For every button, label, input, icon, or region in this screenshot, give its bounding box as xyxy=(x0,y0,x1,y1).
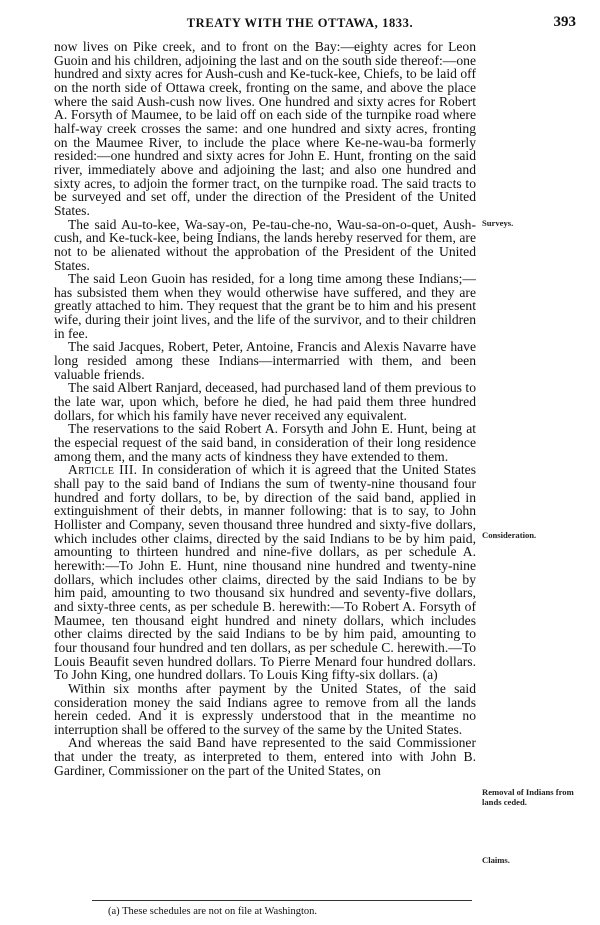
paragraph: The said Jacques, Robert, Peter, Antoine, Francis and Alexis Navarre have long resided among these Indians—intermarried with them, and been valuable friends. xyxy=(54,339,476,382)
paragraph: now lives on Pike creek, and to front on the Bay:—eighty acres for Leon Guoin and his children, adjoining the last and on the south side thereof:—one hundred and sixty acres for Aush-cush and Ke-tuck-kee, Chiefs, to be laid off on the north side of Ottawa creek, fronting on the same, and above the place where the said Aush-cush now lives. One hundred and sixty acres for Robert A. Forsyth of Maumee, to be laid off on each side of the turnpike road where half-way creek crosses the same: and one hundred and sixty acres, fronting on the Maumee River, to include the place where Ke-ne-wau-ba formerly resided:—one hundred and sixty acres for John E. Hunt, fronting on the said river, immediately above and adjoining the last; and also one hundred and sixty acres, to adjoin the former tract, on the turnpike road. The said tracts to be surveyed and set off, under the direction of the President of the United States. xyxy=(54,39,476,218)
page-header xyxy=(24,14,576,34)
footnote: (a) These schedules are not on file at Washington. xyxy=(108,906,317,917)
running-title: TREATY WITH THE OTTAWA, 1833. xyxy=(186,16,414,30)
paragraph: The said Au-to-kee, Wa-say-on, Pe-tau-che-no, Wau-sa-on-o-quet, Aush-cush, and Ke-tuck-kee, being Indians, the lands hereby reserved for them, are not to be alienated without the approbation of the President of the United States. xyxy=(54,216,476,273)
article-heading: Article III. xyxy=(68,462,138,478)
footnote-rule xyxy=(92,900,472,901)
page-number: 393 xyxy=(553,14,576,30)
paragraph: The reservations to the said Robert A. Forsyth and John E. Hunt, being at the especial request of the said band, in consideration of their long residence among them, and the many acts of kindness they have extended to them. xyxy=(54,421,476,464)
treaty-text-body xyxy=(54,40,476,777)
margin-note-surveys: Surveys. xyxy=(482,218,514,228)
margin-note-claims: Claims. xyxy=(482,855,510,865)
article-text: In consideration of which it is agreed that the United States shall pay to the said band of Indians the sum of twenty-nine thousand four hundred and forty dollars, to be, by direction of the said band, applied in extinguishment of their debts, in manner following: that is to say, to John Hollister and Company, seven thousand three hundred and sixty-five dollars, which includes other claims, directed by the said Indians to be by him paid, amounting to thirteen hundred and nine-five dollars, as per schedule A. herewith:—To John E. Hunt, nine thousand nine hundred and twenty-nine dollars, which includes other claims, directed by the said Indians to be by him paid, amounting to two thousand six hundred and seventy-five dollars, and sixty-three cents, as per schedule B. herewith:—To Robert A. Forsyth of Maumee, ten thousand eight hundred and ninety dollars, which includes other claims directed by the said Indians to be by him paid, amounting to four thousand four hundred and ten dollars, as per schedule C. herewith.—To Louis Beaufit seven hundred dollars. To Pierre Menard four hundred dollars. To John King, one hundred dollars. To Louis King fifty-six dollars. (a) xyxy=(54,462,476,683)
margin-note-removal: Removal of Indians from lands ceded. xyxy=(482,787,574,807)
paragraph: And whereas the said Band have represented to the said Commissioner that under the treaty, as interpreted to them, entered into with John B. Gardiner, Commissioner on the part of the United States, on xyxy=(54,735,476,778)
paragraph: The said Leon Guoin has resided, for a long time among these Indians;—has subsisted them when they would otherwise have suffered, and they are greatly attached to him. They request that the grant be to him and his present wife, during their joint lives, and the life of the survivor, and to their children in fee. xyxy=(54,271,476,341)
paragraph: The said Albert Ranjard, deceased, had purchased land of them previous to the late war, upon which, before he died, he had paid them three hundred dollars, for which his family have never received any equivalent. xyxy=(54,380,476,423)
margin-note-consideration: Consideration. xyxy=(482,530,537,540)
paragraph: Within six months after payment by the United States, of the said consideration money the said Indians agree to remove from all the lands herein ceded. And it is expressly understood that in the meantime no interruption shall be offered to the survey of the same by the United States. xyxy=(54,680,476,737)
article-three-paragraph xyxy=(54,463,476,682)
